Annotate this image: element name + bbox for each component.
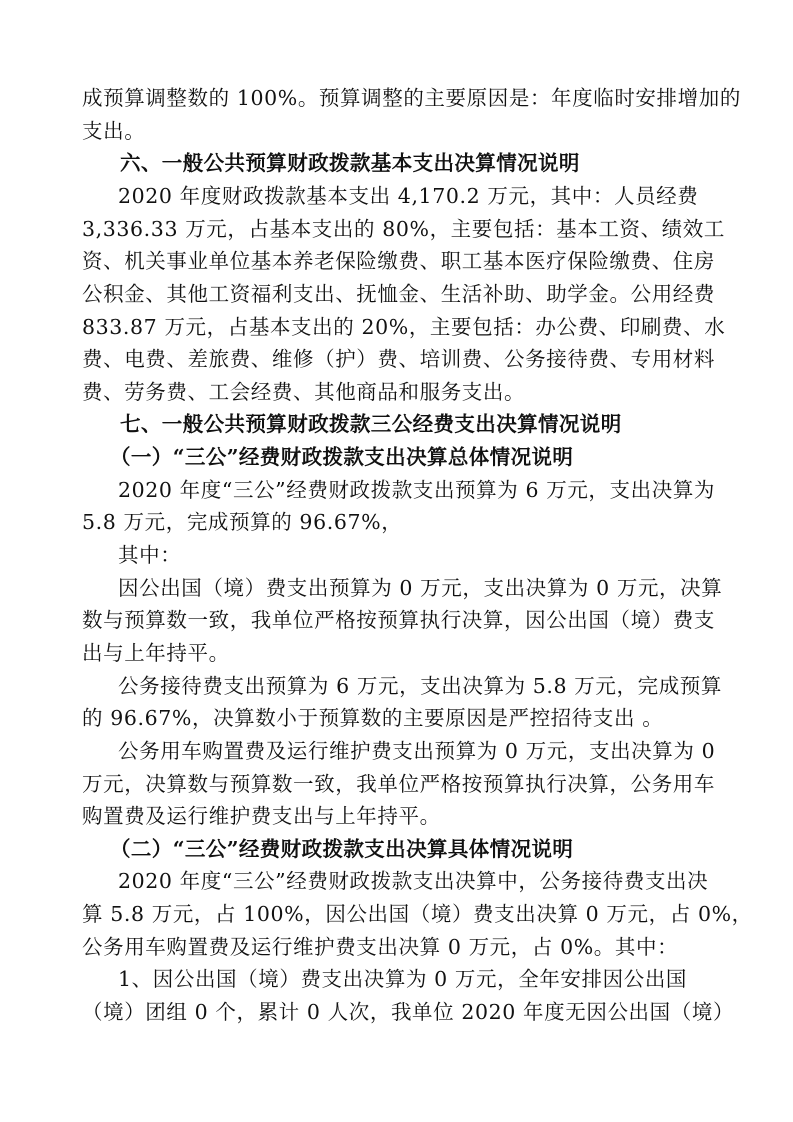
text-line: 公务接待费支出预算为 6 万元，支出决算为 5.8 万元，完成预算 bbox=[118, 674, 723, 698]
text-line: 支出。 bbox=[82, 119, 146, 143]
text-line: 833.87 万元，占基本支出的 20%，主要包括：办公费、印刷费、水 bbox=[82, 315, 726, 339]
text-line: 费、电费、差旅费、维修（护）费、培训费、公务接待费、专用材料 bbox=[82, 347, 715, 371]
text-line: 的 96.67%，决算数小于预算数的主要原因是严控招待支出 。 bbox=[82, 706, 664, 730]
subsection-heading-2: （二）“三公”经费财政拨款支出决算具体情况说明 bbox=[110, 837, 574, 861]
text-line: 购置费及运行维护费支出与上年持平。 bbox=[82, 804, 441, 828]
text-line: 其中： bbox=[118, 543, 182, 567]
text-line: 公积金、其他工资福利支出、抚恤金、生活补助、助学金。公用经费 bbox=[82, 282, 715, 306]
text-line: （境）团组 0 个，累计 0 人次，我单位 2020 年度无因公出国（境） bbox=[82, 1000, 735, 1024]
text-line: 算 5.8 万元，占 100%，因公出国（境）费支出决算 0 万元，占 0%， bbox=[82, 902, 753, 926]
text-line: 公务用车购置费及运行维护费支出决算 0 万元，占 0%。其中： bbox=[82, 935, 679, 959]
text-line: 因公出国（境）费支出预算为 0 万元，支出决算为 0 万元，决算 bbox=[118, 576, 723, 600]
text-line: 数与预算数一致，我单位严格按预算执行决算，因公出国（境）费支 bbox=[82, 608, 715, 632]
text-line: 公务用车购置费及运行维护费支出预算为 0 万元，支出决算为 0 bbox=[118, 739, 716, 763]
text-line: 2020 年度“三公”经费财政拨款支出决算中，公务接待费支出决 bbox=[118, 869, 709, 893]
text-line: 万元，决算数与预算数一致，我单位严格按预算执行决算，公务用车 bbox=[82, 772, 715, 796]
section-heading-6: 六、一般公共预算财政拨款基本支出决算情况说明 bbox=[120, 151, 580, 175]
text-line: 1、因公出国（境）费支出决算为 0 万元，全年安排因公出国 bbox=[118, 967, 688, 991]
section-heading-7: 七、一般公共预算财政拨款三公经费支出决算情况说明 bbox=[120, 412, 622, 436]
text-line: 2020 年度“三公”经费财政拨款支出预算为 6 万元，支出决算为 bbox=[118, 478, 716, 502]
text-line: 2020 年度财政拨款基本支出 4,170.2 万元，其中：人员经费 bbox=[118, 184, 699, 208]
text-line: 3,336.33 万元，占基本支出的 80%，主要包括：基本工资、绩效工 bbox=[82, 217, 725, 241]
text-line: 5.8 万元，完成预算的 96.67%， bbox=[82, 510, 403, 534]
text-line: 资、机关事业单位基本养老保险缴费、职工基本医疗保险缴费、住房 bbox=[82, 249, 715, 273]
subsection-heading-1: （一）“三公”经费财政拨款支出决算总体情况说明 bbox=[110, 445, 574, 469]
text-line: 出与上年持平。 bbox=[82, 641, 230, 665]
text-line: 费、劳务费、工会经费、其他商品和服务支出。 bbox=[82, 380, 526, 404]
text-line: 成预算调整数的 100%。预算调整的主要原因是：年度临时安排增加的 bbox=[82, 86, 741, 110]
